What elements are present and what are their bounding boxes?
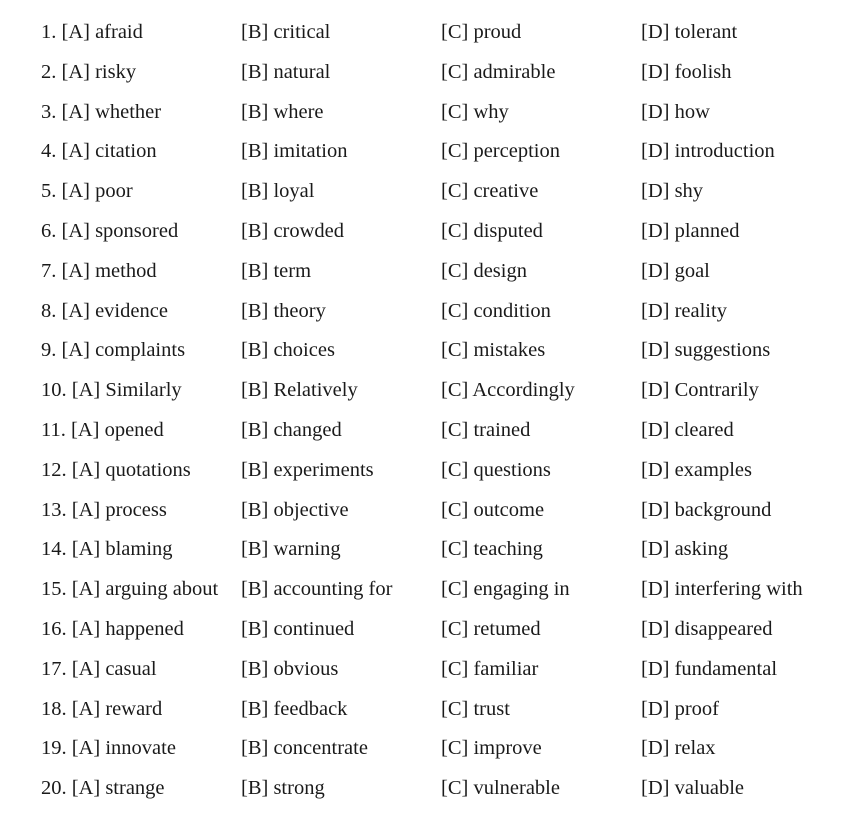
option-a: 4. [A] citation: [41, 140, 157, 163]
option-b: [B] accounting for: [241, 578, 393, 601]
option-d: [D] suggestions: [641, 339, 771, 362]
question-row-5: [0, 172, 857, 212]
option-d: [D] disappeared: [641, 617, 773, 640]
option-c: [C] questions: [441, 458, 551, 481]
question-row-6: [0, 212, 857, 252]
option-a: 11. [A] opened: [41, 418, 164, 441]
option-c: [C] trust: [441, 697, 510, 720]
question-row-8: [0, 292, 857, 332]
question-row-17: [0, 650, 857, 690]
option-d: [D] proof: [641, 697, 719, 720]
option-c: [C] mistakes: [441, 339, 546, 362]
option-d: [D] valuable: [641, 777, 745, 800]
option-c: [C] perception: [441, 140, 560, 163]
option-a: 10. [A] Similarly: [41, 379, 182, 402]
option-a: 16. [A] happened: [41, 617, 184, 640]
option-b: [B] continued: [241, 617, 355, 640]
question-row-13: [0, 491, 857, 531]
option-b: [B] choices: [241, 339, 335, 362]
question-row-7: [0, 252, 857, 292]
option-b: [B] obvious: [241, 657, 339, 680]
option-b: [B] crowded: [241, 219, 345, 242]
question-row-12: [0, 451, 857, 491]
option-c: [C] admirable: [441, 60, 556, 83]
question-row-4: [0, 132, 857, 172]
option-a: 17. [A] casual: [41, 657, 157, 680]
option-c: [C] condition: [441, 299, 551, 322]
option-b: [B] theory: [241, 299, 326, 322]
option-c: [C] trained: [441, 418, 531, 441]
option-d: [D] examples: [641, 458, 752, 481]
option-d: [D] cleared: [641, 418, 734, 441]
question-row-11: [0, 411, 857, 451]
option-a: 13. [A] process: [41, 498, 167, 521]
option-a: 20. [A] strange: [41, 777, 165, 800]
question-row-3: [0, 93, 857, 133]
option-d: [D] foolish: [641, 60, 732, 83]
option-d: [D] goal: [641, 259, 710, 282]
option-d: [D] shy: [641, 180, 704, 203]
question-row-14: [0, 530, 857, 570]
option-a: 12. [A] quotations: [41, 458, 191, 481]
option-c: [C] proud: [441, 21, 522, 43]
option-b: [B] feedback: [241, 697, 348, 720]
option-c: [C] retumed: [441, 617, 541, 640]
option-b: [B] Relatively: [241, 379, 358, 402]
option-c: [C] outcome: [441, 498, 545, 521]
option-b: [B] imitation: [241, 140, 348, 163]
option-c: [C] design: [441, 259, 527, 282]
option-c: [C] engaging in: [441, 578, 570, 601]
option-a: 9. [A] complaints: [41, 339, 186, 362]
option-d: [D] interfering with: [641, 578, 803, 601]
option-c: [C] Accordingly: [441, 379, 575, 402]
option-a: 2. [A] risky: [41, 60, 137, 83]
option-a: 6. [A] sponsored: [41, 219, 179, 242]
question-row-2: [0, 53, 857, 93]
option-b: [B] experiments: [241, 458, 374, 481]
option-d: [D] Contrarily: [641, 379, 759, 402]
option-d: [D] tolerant: [641, 21, 738, 43]
option-a: 18. [A] reward: [41, 697, 163, 720]
option-c: [C] familiar: [441, 657, 539, 680]
question-row-20: [0, 769, 857, 809]
option-b: [B] critical: [241, 21, 331, 43]
option-b: [B] changed: [241, 418, 342, 441]
option-c: [C] creative: [441, 180, 539, 203]
question-row-10: [0, 371, 857, 411]
option-a: 14. [A] blaming: [41, 538, 173, 561]
option-b: [B] where: [241, 100, 324, 123]
option-d: [D] background: [641, 498, 772, 521]
option-a: 7. [A] method: [41, 259, 157, 282]
question-row-16: [0, 610, 857, 650]
option-b: [B] loyal: [241, 180, 315, 203]
option-c: [C] why: [441, 100, 509, 123]
option-d: [D] fundamental: [641, 657, 778, 680]
option-b: [B] objective: [241, 498, 349, 521]
option-b: [B] warning: [241, 538, 341, 561]
option-c: [C] teaching: [441, 538, 543, 561]
option-d: [D] planned: [641, 219, 740, 242]
option-d: [D] introduction: [641, 140, 775, 163]
question-row-1: [0, 13, 857, 53]
option-a: 3. [A] whether: [41, 100, 162, 123]
option-b: [B] concentrate: [241, 737, 368, 760]
option-d: [D] relax: [641, 737, 716, 760]
option-d: [D] reality: [641, 299, 727, 322]
option-a: 8. [A] evidence: [41, 299, 168, 322]
question-row-18: [0, 690, 857, 730]
option-d: [D] asking: [641, 538, 729, 561]
question-row-15: [0, 570, 857, 610]
option-c: [C] improve: [441, 737, 542, 760]
option-d: [D] how: [641, 100, 710, 123]
option-b: [B] term: [241, 259, 312, 282]
option-b: [B] natural: [241, 60, 331, 83]
option-c: [C] vulnerable: [441, 777, 560, 800]
question-row-19: [0, 729, 857, 769]
option-c: [C] disputed: [441, 219, 543, 242]
question-row-9: [0, 331, 857, 371]
options-list: [0, 13, 857, 809]
option-a: 19. [A] innovate: [41, 737, 176, 760]
option-a: 15. [A] arguing about: [41, 578, 219, 601]
option-b: [B] strong: [241, 777, 325, 800]
option-a: 1. [A] afraid: [41, 21, 143, 43]
option-a: 5. [A] poor: [41, 180, 133, 203]
